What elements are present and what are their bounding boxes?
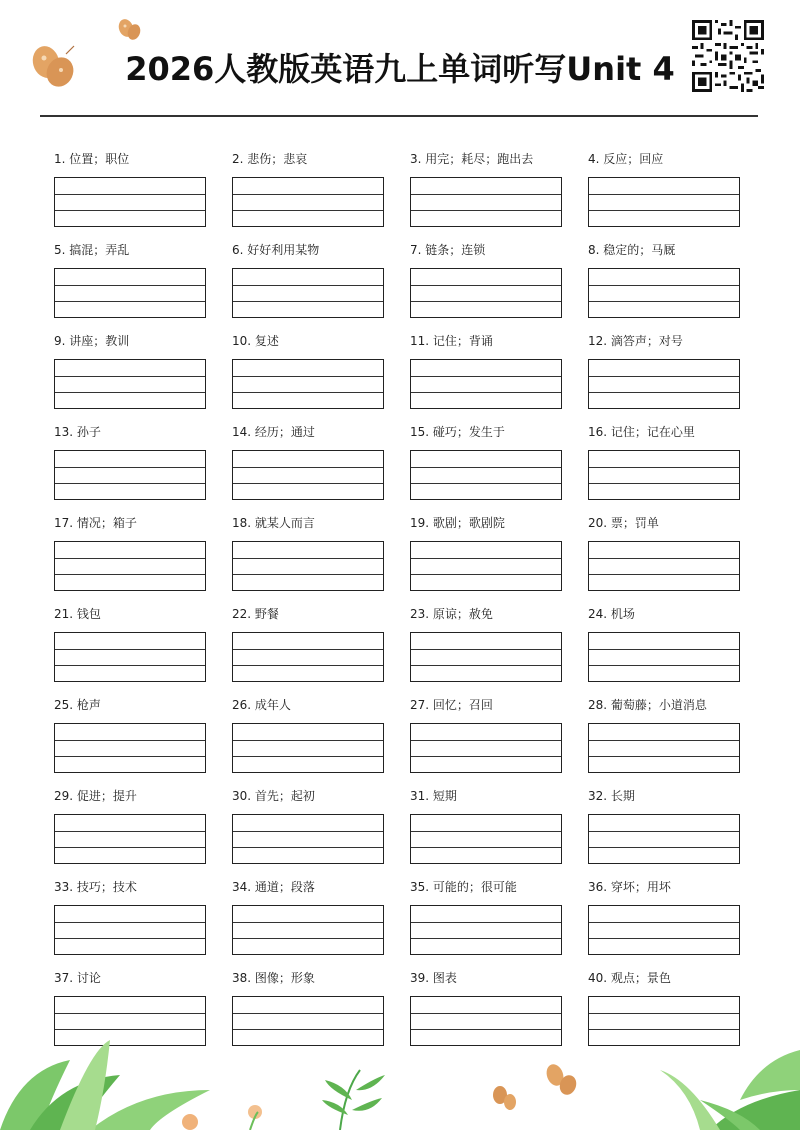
answer-box[interactable] — [232, 541, 384, 591]
answer-box[interactable] — [54, 268, 206, 318]
answer-box[interactable] — [410, 723, 562, 773]
item-prompt: 38. 图像；形象 — [232, 971, 315, 985]
writing-line[interactable] — [411, 575, 561, 592]
writing-line[interactable] — [589, 178, 739, 195]
item-prompt: 27. 回忆；召回 — [410, 698, 493, 712]
writing-line[interactable] — [55, 650, 205, 667]
dictation-item — [588, 514, 748, 591]
answer-box[interactable] — [54, 814, 206, 864]
item-prompt: 37. 讨论 — [54, 971, 101, 985]
dictation-item — [232, 514, 392, 591]
item-prompt: 21. 钱包 — [54, 607, 101, 621]
item-prompt: 8. 稳定的；马厩 — [588, 243, 676, 257]
item-prompt: 30. 首先；起初 — [232, 789, 315, 803]
dictation-item — [232, 423, 392, 500]
writing-line[interactable] — [55, 832, 205, 849]
writing-line[interactable] — [411, 997, 561, 1014]
dictation-item — [54, 332, 214, 409]
writing-line[interactable] — [411, 484, 561, 501]
answer-box[interactable] — [588, 177, 740, 227]
writing-line[interactable] — [233, 666, 383, 683]
item-prompt: 26. 成年人 — [232, 698, 291, 712]
writing-line[interactable] — [55, 757, 205, 774]
dictation-item — [54, 696, 214, 773]
item-prompt: 19. 歌剧；歌剧院 — [410, 516, 505, 530]
writing-line[interactable] — [55, 923, 205, 940]
writing-line[interactable] — [55, 1014, 205, 1031]
item-prompt: 33. 技巧；技术 — [54, 880, 137, 894]
writing-line[interactable] — [589, 559, 739, 576]
writing-line[interactable] — [411, 741, 561, 758]
writing-line[interactable] — [233, 360, 383, 377]
dictation-item — [410, 241, 570, 318]
writing-line[interactable] — [55, 269, 205, 286]
writing-line[interactable] — [411, 360, 561, 377]
dictation-item — [54, 605, 214, 682]
answer-box[interactable] — [232, 359, 384, 409]
item-prompt: 4. 反应；回应 — [588, 152, 664, 166]
writing-line[interactable] — [233, 377, 383, 394]
writing-line[interactable] — [55, 997, 205, 1014]
writing-line[interactable] — [589, 906, 739, 923]
answer-box[interactable] — [54, 723, 206, 773]
qr-code-icon — [692, 20, 764, 92]
writing-line[interactable] — [233, 1014, 383, 1031]
writing-line[interactable] — [411, 393, 561, 410]
item-prompt: 10. 复述 — [232, 334, 279, 348]
answer-box[interactable] — [232, 814, 384, 864]
writing-line[interactable] — [55, 302, 205, 319]
leaf-decoration — [0, 1030, 800, 1130]
writing-line[interactable] — [589, 633, 739, 650]
writing-line[interactable] — [411, 633, 561, 650]
dictation-item — [588, 878, 748, 955]
writing-line[interactable] — [55, 211, 205, 228]
writing-line[interactable] — [589, 269, 739, 286]
writing-line[interactable] — [55, 741, 205, 758]
dictation-item — [410, 423, 570, 500]
writing-line[interactable] — [589, 542, 739, 559]
dictation-item — [410, 605, 570, 682]
writing-line[interactable] — [55, 848, 205, 865]
writing-line[interactable] — [411, 195, 561, 212]
writing-line[interactable] — [589, 393, 739, 410]
item-prompt: 28. 葡萄藤；小道消息 — [588, 698, 707, 712]
writing-line[interactable] — [411, 848, 561, 865]
answer-box[interactable] — [410, 632, 562, 682]
item-prompt: 3. 用完；耗尽；跑出去 — [410, 152, 534, 166]
item-prompt: 32. 长期 — [588, 789, 635, 803]
writing-line[interactable] — [589, 923, 739, 940]
writing-line[interactable] — [233, 575, 383, 592]
writing-line[interactable] — [411, 666, 561, 683]
dictation-item — [410, 150, 570, 227]
writing-line[interactable] — [55, 178, 205, 195]
dictation-item — [54, 241, 214, 318]
writing-line[interactable] — [233, 939, 383, 956]
item-prompt: 34. 通道；段落 — [232, 880, 315, 894]
writing-line[interactable] — [55, 393, 205, 410]
writing-line[interactable] — [589, 575, 739, 592]
writing-line[interactable] — [55, 633, 205, 650]
item-prompt: 31. 短期 — [410, 789, 457, 803]
writing-line[interactable] — [411, 757, 561, 774]
dictation-item — [54, 878, 214, 955]
answer-box[interactable] — [588, 814, 740, 864]
item-prompt: 14. 经历；通过 — [232, 425, 315, 439]
writing-line[interactable] — [411, 302, 561, 319]
writing-line[interactable] — [55, 360, 205, 377]
item-prompt: 39. 图表 — [410, 971, 457, 985]
writing-line[interactable] — [589, 1014, 739, 1031]
dictation-item — [588, 332, 748, 409]
dictation-item — [588, 787, 748, 864]
answer-box[interactable] — [588, 268, 740, 318]
writing-line[interactable] — [55, 542, 205, 559]
answer-box[interactable] — [410, 814, 562, 864]
item-prompt: 18. 就某人而言 — [232, 516, 315, 530]
item-prompt: 16. 记住；记在心里 — [588, 425, 695, 439]
answer-box[interactable] — [232, 905, 384, 955]
answer-box[interactable] — [410, 905, 562, 955]
item-prompt: 29. 促进；提升 — [54, 789, 137, 803]
writing-line[interactable] — [233, 559, 383, 576]
writing-line[interactable] — [55, 286, 205, 303]
writing-line[interactable] — [233, 724, 383, 741]
dictation-item — [410, 332, 570, 409]
answer-box[interactable] — [410, 359, 562, 409]
writing-line[interactable] — [55, 815, 205, 832]
writing-line[interactable] — [233, 269, 383, 286]
writing-line[interactable] — [589, 848, 739, 865]
writing-line[interactable] — [411, 559, 561, 576]
writing-line[interactable] — [589, 757, 739, 774]
writing-line[interactable] — [55, 666, 205, 683]
item-prompt: 17. 情况；箱子 — [54, 516, 137, 530]
item-prompt: 35. 可能的；很可能 — [410, 880, 517, 894]
dictation-item — [232, 605, 392, 682]
writing-line[interactable] — [233, 848, 383, 865]
dictation-item — [588, 423, 748, 500]
writing-line[interactable] — [411, 923, 561, 940]
writing-line[interactable] — [55, 377, 205, 394]
item-prompt: 7. 链条；连锁 — [410, 243, 486, 257]
writing-line[interactable] — [233, 906, 383, 923]
dictation-item — [54, 150, 214, 227]
writing-line[interactable] — [233, 393, 383, 410]
writing-line[interactable] — [411, 650, 561, 667]
writing-line[interactable] — [233, 741, 383, 758]
item-prompt: 12. 滴答声；对号 — [588, 334, 683, 348]
header-divider — [40, 115, 758, 117]
writing-line[interactable] — [589, 666, 739, 683]
item-prompt: 9. 讲座；教训 — [54, 334, 130, 348]
writing-line[interactable] — [233, 832, 383, 849]
answer-box[interactable] — [232, 177, 384, 227]
writing-line[interactable] — [589, 302, 739, 319]
item-prompt: 11. 记住；背诵 — [410, 334, 493, 348]
writing-line[interactable] — [589, 286, 739, 303]
answer-box[interactable] — [588, 450, 740, 500]
writing-line[interactable] — [233, 211, 383, 228]
writing-line[interactable] — [55, 451, 205, 468]
writing-line[interactable] — [411, 815, 561, 832]
dictation-item — [588, 241, 748, 318]
writing-line[interactable] — [411, 832, 561, 849]
dictation-item — [588, 150, 748, 227]
answer-box[interactable] — [588, 541, 740, 591]
writing-line[interactable] — [589, 997, 739, 1014]
answer-box[interactable] — [54, 177, 206, 227]
header — [0, 0, 800, 120]
dictation-item — [54, 514, 214, 591]
writing-line[interactable] — [589, 832, 739, 849]
writing-line[interactable] — [55, 575, 205, 592]
writing-line[interactable] — [233, 923, 383, 940]
answer-box[interactable] — [54, 905, 206, 955]
answer-box[interactable] — [232, 632, 384, 682]
answer-box[interactable] — [54, 450, 206, 500]
dictation-item — [410, 514, 570, 591]
dictation-item — [232, 787, 392, 864]
answer-box[interactable] — [588, 723, 740, 773]
writing-line[interactable] — [55, 468, 205, 485]
dictation-item — [232, 332, 392, 409]
writing-line[interactable] — [589, 360, 739, 377]
writing-line[interactable] — [233, 286, 383, 303]
writing-line[interactable] — [589, 741, 739, 758]
writing-line[interactable] — [411, 542, 561, 559]
dictation-item — [232, 150, 392, 227]
writing-line[interactable] — [55, 939, 205, 956]
writing-line[interactable] — [411, 1014, 561, 1031]
item-prompt: 2. 悲伤；悲哀 — [232, 152, 308, 166]
item-prompt: 22. 野餐 — [232, 607, 279, 621]
dictation-item — [588, 696, 748, 773]
dictation-item — [54, 423, 214, 500]
dictation-item — [588, 605, 748, 682]
writing-line[interactable] — [411, 906, 561, 923]
writing-line[interactable] — [411, 939, 561, 956]
writing-line[interactable] — [589, 468, 739, 485]
dictation-item — [410, 787, 570, 864]
answer-box[interactable] — [588, 905, 740, 955]
writing-line[interactable] — [233, 633, 383, 650]
dictation-item — [54, 787, 214, 864]
answer-box[interactable] — [54, 541, 206, 591]
writing-line[interactable] — [55, 195, 205, 212]
writing-line[interactable] — [233, 302, 383, 319]
writing-line[interactable] — [411, 269, 561, 286]
writing-line[interactable] — [55, 724, 205, 741]
item-prompt: 40. 观点；景色 — [588, 971, 671, 985]
answer-box[interactable] — [410, 450, 562, 500]
item-prompt: 23. 原谅；赦免 — [410, 607, 493, 621]
answer-box[interactable] — [410, 177, 562, 227]
writing-line[interactable] — [411, 377, 561, 394]
dictation-item — [232, 696, 392, 773]
writing-line[interactable] — [55, 906, 205, 923]
item-prompt: 6. 好好利用某物 — [232, 243, 320, 257]
item-prompt: 13. 孙子 — [54, 425, 101, 439]
writing-line[interactable] — [55, 484, 205, 501]
writing-line[interactable] — [233, 178, 383, 195]
writing-line[interactable] — [411, 468, 561, 485]
writing-line[interactable] — [411, 178, 561, 195]
writing-line[interactable] — [233, 997, 383, 1014]
writing-line[interactable] — [233, 757, 383, 774]
answer-box[interactable] — [410, 268, 562, 318]
writing-line[interactable] — [589, 484, 739, 501]
item-prompt: 20. 票；罚单 — [588, 516, 659, 530]
writing-line[interactable] — [589, 377, 739, 394]
writing-line[interactable] — [589, 939, 739, 956]
item-prompt: 1. 位置；职位 — [54, 152, 130, 166]
item-prompt: 5. 搞混；弄乱 — [54, 243, 130, 257]
writing-line[interactable] — [411, 211, 561, 228]
answer-box[interactable] — [588, 632, 740, 682]
answer-box[interactable] — [54, 359, 206, 409]
writing-line[interactable] — [589, 451, 739, 468]
writing-line[interactable] — [233, 484, 383, 501]
item-prompt: 36. 穿坏；用坏 — [588, 880, 671, 894]
answer-box[interactable] — [54, 632, 206, 682]
writing-line[interactable] — [411, 451, 561, 468]
writing-line[interactable] — [589, 724, 739, 741]
writing-line[interactable] — [589, 211, 739, 228]
writing-line[interactable] — [233, 468, 383, 485]
butterfly-icon — [118, 18, 142, 44]
page-title: 2026人教版英语九上单词听写Unit 4 — [125, 50, 675, 88]
dictation-item — [410, 696, 570, 773]
writing-line[interactable] — [233, 650, 383, 667]
answer-box[interactable] — [410, 541, 562, 591]
writing-line[interactable] — [411, 724, 561, 741]
writing-line[interactable] — [589, 650, 739, 667]
item-prompt: 15. 碰巧；发生于 — [410, 425, 505, 439]
dictation-item — [232, 241, 392, 318]
answer-box[interactable] — [588, 359, 740, 409]
writing-line[interactable] — [233, 195, 383, 212]
answer-box[interactable] — [232, 268, 384, 318]
writing-line[interactable] — [589, 195, 739, 212]
item-prompt: 25. 枪声 — [54, 698, 101, 712]
writing-line[interactable] — [233, 815, 383, 832]
dictation-item — [232, 878, 392, 955]
answer-box[interactable] — [232, 450, 384, 500]
dictation-item — [410, 878, 570, 955]
answer-box[interactable] — [232, 723, 384, 773]
writing-line[interactable] — [233, 451, 383, 468]
writing-line[interactable] — [589, 815, 739, 832]
writing-line[interactable] — [55, 559, 205, 576]
writing-line[interactable] — [411, 286, 561, 303]
item-prompt: 24. 机场 — [588, 607, 635, 621]
writing-line[interactable] — [233, 542, 383, 559]
